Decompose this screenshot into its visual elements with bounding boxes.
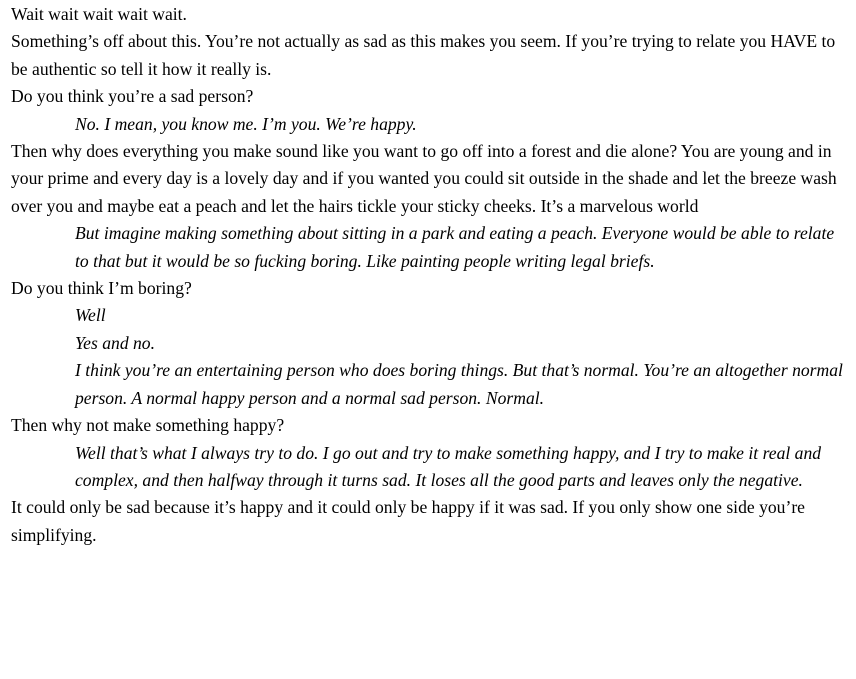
paragraph-9-reply: Yes and no.	[75, 332, 156, 353]
paragraph-13: It could only be sad because it’s happy and it could only be happy if it was sad. If you only show one side you’re simplifying.	[11, 497, 805, 545]
paragraph-6-reply: But imagine making something about sitting in a park and eating a peach. Everyone would be able to relate to that but it would be so fucking boring. Like painting people writing legal briefs.	[75, 223, 835, 271]
paragraph-7: Do you think I’m boring?	[11, 278, 192, 299]
paragraph-10-reply: I think you’re an entertaining person who does boring things. But that’s normal. You’re an altogether normal person. A normal happy person and a normal sad person. Normal.	[75, 360, 843, 408]
paragraph-8-reply: Well	[75, 305, 106, 326]
paragraph-3: Do you think you’re a sad person?	[11, 86, 254, 107]
paragraph-1: Wait wait wait wait wait.	[11, 4, 187, 24]
paragraph-5: Then why does everything you make sound like you want to go off into a forest and die alone? You are young and in your prime and every day is a lovely day and if you wanted you could sit outside in the shade and let the breeze wash over you and maybe eat a peach and let the hairs tickle your sticky cheeks. It’s a marvelous world	[11, 141, 837, 216]
paragraph-4-reply: No. I mean, you know me. I’m you. We’re happy.	[75, 113, 417, 134]
paragraph-11: Then why not make something happy?	[11, 415, 285, 436]
paragraph-12-reply: Well that’s what I always try to do. I go out and try to make something happy, and I try to make it real and complex, and then halfway through it turns sad. It loses all the good parts and leaves only the negative.	[75, 442, 822, 490]
document-body	[11, 1, 851, 549]
paragraph-2: Something’s off about this. You’re not actually as sad as this makes you seem. If you’re trying to relate you HAVE to be authentic so tell it how it really is.	[11, 31, 836, 79]
